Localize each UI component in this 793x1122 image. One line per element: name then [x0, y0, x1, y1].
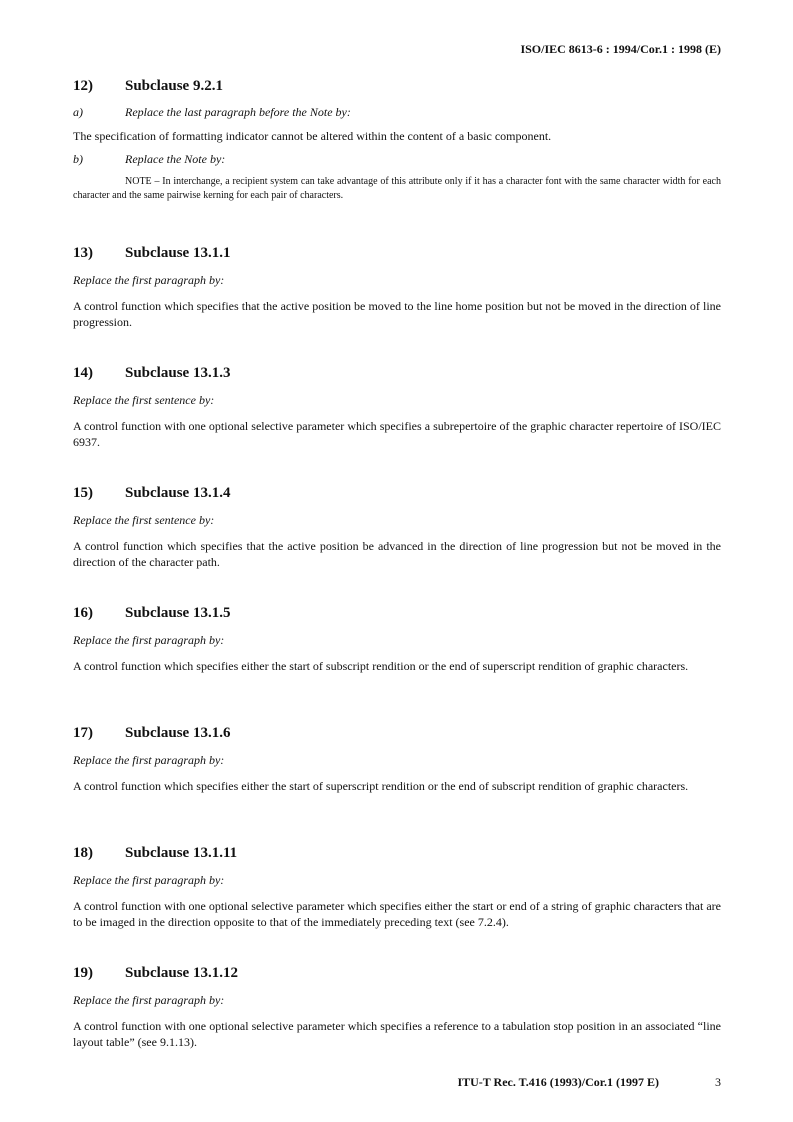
paragraph: A control function with one optional selective parameter which specifies either the start or end of a string of graphic characters that are to be imaged in the direction opposite to that of the immediately preceding text (see 7.2.4). [73, 899, 721, 929]
section-16 [73, 604, 721, 674]
section-heading [73, 724, 721, 742]
instruction-text: Replace the first sentence by: [73, 513, 215, 527]
section-number: 14) [73, 365, 93, 381]
section-number: 15) [73, 485, 93, 501]
page-number: 3 [715, 1075, 721, 1089]
section-heading [73, 964, 721, 982]
section-title: Subclause 13.1.6 [125, 725, 231, 741]
section-number: 13) [73, 245, 93, 261]
instruction-text: Replace the first sentence by: [73, 393, 215, 407]
paragraph: A control function which specifies either the start of superscript rendition or the end of subscript rendition of graphic characters. [73, 779, 689, 793]
instruction-text: Replace the first paragraph by: [73, 753, 225, 767]
instruction-text: Replace the Note by: [125, 152, 226, 166]
section-heading [73, 844, 721, 862]
section-title: Subclause 13.1.3 [125, 365, 231, 381]
section-heading [73, 604, 721, 622]
section-title: Subclause 13.1.1 [125, 245, 231, 261]
section-number: 18) [73, 845, 93, 861]
paragraph: A control function which specifies that the active position be advanced in the direction of line progression but not be moved in the direction of the character path. [73, 539, 721, 569]
section-18 [73, 844, 721, 930]
section-number: 12) [73, 78, 93, 94]
instruction-text: Replace the first paragraph by: [73, 993, 225, 1007]
section-heading [73, 77, 721, 95]
section-title: Subclause 13.1.11 [125, 845, 238, 861]
instruction [73, 105, 721, 120]
section-13 [73, 244, 721, 330]
section-15 [73, 484, 721, 570]
document-page [73, 0, 721, 1122]
instruction-text: Replace the first paragraph by: [73, 633, 225, 647]
instruction-text: Replace the first paragraph by: [73, 873, 225, 887]
section-title: Subclause 13.1.5 [125, 605, 231, 621]
section-number: 16) [73, 605, 93, 621]
instruction [73, 152, 721, 167]
section-heading [73, 484, 721, 502]
page-header: ISO/IEC 8613-6 : 1994/Cor.1 : 1998 (E) [520, 42, 721, 56]
paragraph: The specification of formatting indicator cannot be altered within the content of a basic component. [73, 129, 552, 143]
section-title: Subclause 13.1.4 [125, 485, 231, 501]
item-label: b) [73, 152, 83, 166]
paragraph: A control function with one optional selective parameter which specifies a reference to a tabulation stop position in an associated “line layout table” (see 9.1.13). [73, 1019, 721, 1049]
note-paragraph: NOTE – In interchange, a recipient system can take advantage of this attribute only if it has a character font with the same character width for each character and the same pairwise kerning for each pair of characters. [73, 176, 721, 201]
section-number: 17) [73, 725, 93, 741]
section-17 [73, 724, 721, 794]
paragraph: A control function with one optional selective parameter which specifies a subrepertoire of the graphic character repertoire of ISO/IEC 6937. [73, 419, 721, 449]
section-heading [73, 364, 721, 382]
section-number: 19) [73, 965, 93, 981]
section-14 [73, 364, 721, 450]
section-title: Subclause 13.1.12 [125, 965, 238, 981]
paragraph: A control function which specifies either the start of subscript rendition or the end of superscript rendition of graphic characters. [73, 659, 689, 673]
section-19 [73, 964, 721, 1050]
section-12 [73, 77, 721, 203]
item-label: a) [73, 105, 83, 119]
instruction-text: Replace the last paragraph before the Note by: [125, 105, 351, 119]
section-heading [73, 244, 721, 262]
paragraph: A control function which specifies that the active position be moved to the line home position but not be moved in the direction of line progression. [73, 299, 721, 329]
instruction-text: Replace the first paragraph by: [73, 273, 225, 287]
section-title: Subclause 9.2.1 [125, 78, 223, 94]
footer-recommendation: ITU-T Rec. T.416 (1993)/Cor.1 (1997 E) [457, 1075, 659, 1089]
